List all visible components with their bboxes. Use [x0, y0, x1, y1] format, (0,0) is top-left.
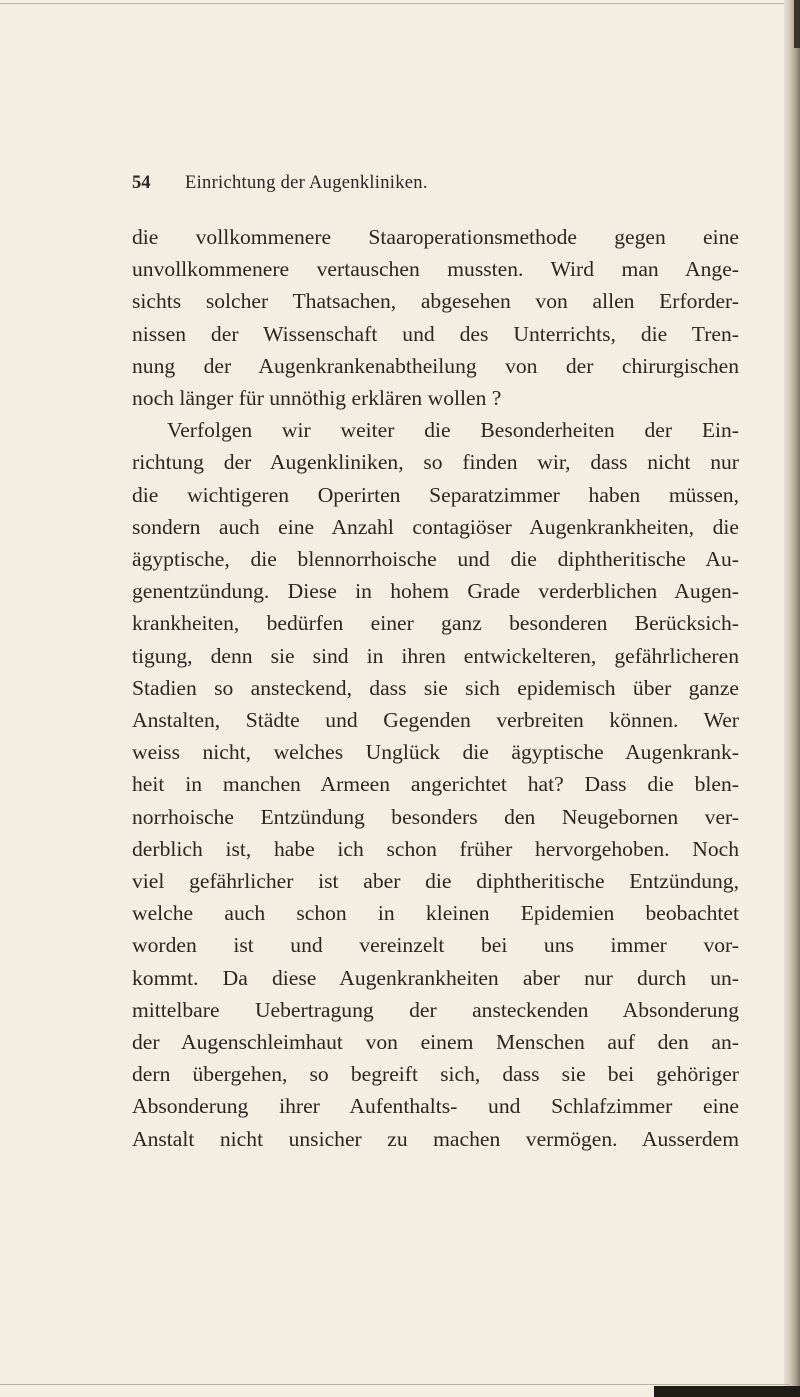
text-line: norrhoische Entzündung besonders den Neugebornen ver- — [132, 804, 739, 829]
text-line: mittelbare Uebertragung der ansteckenden Absonderung — [132, 997, 739, 1022]
bottom-edge-line — [0, 1384, 790, 1385]
text-line: noch länger für unnöthig erklären wollen ? — [132, 386, 502, 411]
binding-mark — [794, 0, 800, 48]
text-line: weiss nicht, welches Unglück die ägyptische Augenkrank- — [132, 740, 739, 765]
page-number: 54 — [132, 173, 151, 193]
text-line: heit in manchen Armeen angerichtet hat? Dass die blen- — [132, 772, 739, 797]
text-line: der Augenschleimhaut von einem Menschen auf den an- — [132, 1030, 739, 1055]
page-header — [132, 168, 752, 198]
text-line: die wichtigeren Operirten Separatzimmer haben müssen, — [132, 482, 739, 507]
page-binding-edge — [784, 0, 800, 1397]
text-line: kommt. Da diese Augenkrankheiten aber nur durch un- — [132, 965, 739, 990]
text-line: unvollkommenere vertauschen mussten. Wird man Ange- — [132, 257, 739, 282]
text-line: nissen der Wissenschaft und des Unterrichts, die Tren- — [132, 321, 739, 346]
scan-edge-mark — [654, 1386, 800, 1397]
text-line: sichts solcher Thatsachen, abgesehen von allen Erforder- — [132, 289, 739, 314]
text-line: derblich ist, habe ich schon früher hervorgehoben. Noch — [132, 836, 739, 861]
text-line: Verfolgen wir weiter die Besonderheiten der Ein- — [167, 418, 739, 443]
text-line: krankheiten, bedürfen einer ganz besonderen Berücksich- — [132, 611, 739, 636]
text-line: Absonderung ihrer Aufenthalts- und Schlafzimmer eine — [132, 1094, 739, 1119]
body-text — [132, 221, 739, 1155]
text-line: Anstalten, Städte und Gegenden verbreiten können. Wer — [132, 708, 739, 733]
text-line: die vollkommenere Staaroperationsmethode gegen eine — [132, 225, 739, 249]
text-line: ägyptische, die blennorrhoische und die diphtheritische Au- — [132, 547, 739, 572]
top-edge-line — [0, 3, 790, 4]
text-line: nung der Augenkrankenabtheilung von der chirurgischen — [132, 353, 739, 378]
text-line: dern übergehen, so begreift sich, dass sie bei gehöriger — [132, 1062, 739, 1087]
text-line: Anstalt nicht unsicher zu machen vermögen. Ausserdem — [132, 1126, 739, 1151]
text-line: worden ist und vereinzelt bei uns immer vor- — [132, 933, 739, 958]
running-title: Einrichtung der Augenkliniken. — [185, 173, 428, 193]
text-line: richtung der Augenkliniken, so finden wir, dass nicht nur — [132, 450, 739, 475]
text-line: genentzündung. Diese in hohem Grade verderblichen Augen- — [132, 579, 739, 604]
text-line: sondern auch eine Anzahl contagiöser Augenkrankheiten, die — [132, 514, 739, 539]
text-line: welche auch schon in kleinen Epidemien beobachtet — [132, 901, 739, 926]
text-line: tigung, denn sie sind in ihren entwickelteren, gefährlicheren — [132, 643, 739, 668]
text-line: Stadien so ansteckend, dass sie sich epidemisch über ganze — [132, 675, 739, 700]
text-line: viel gefährlicher ist aber die diphtheritische Entzündung, — [132, 869, 739, 894]
